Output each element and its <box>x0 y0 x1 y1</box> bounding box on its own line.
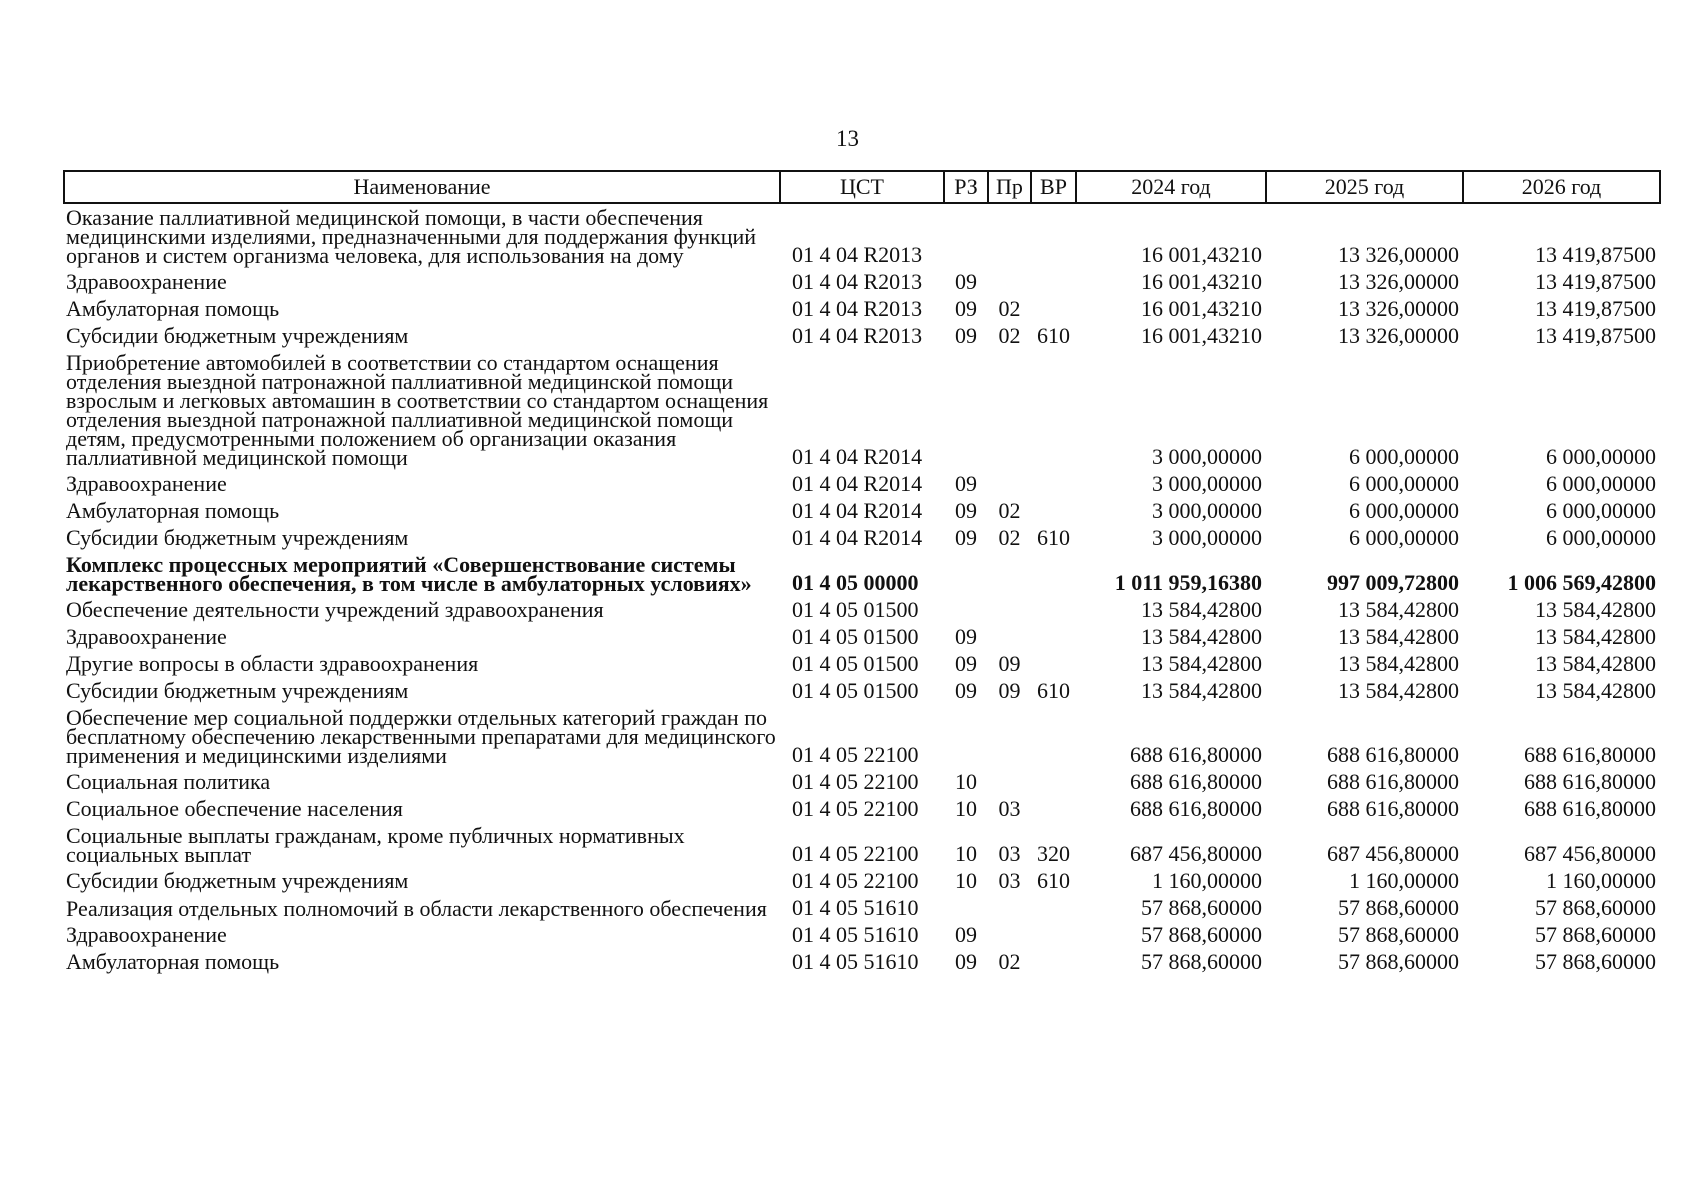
row-2026: 13 419,87500 <box>1535 296 1656 321</box>
row-name: Социальные выплаты гражданам, кроме публичных нормативных социальных выплат <box>66 823 685 867</box>
row-name: Приобретение автомобилей в соответствии со стандартом оснащения отделения выездной патронажной паллиативной медицинской помощи взрослым и легковых автомашин в соответствии со стандартом оснащения отделения выездной патронажной паллиативной медицинской помощи детям, предусмотренными положением об организации оказания паллиативной медицинской помощи <box>66 350 769 470</box>
row-2024: 13 584,42800 <box>1141 651 1262 676</box>
table-row <box>64 650 1660 677</box>
row-2025: 13 326,00000 <box>1338 323 1459 348</box>
budget-table <box>63 170 1661 975</box>
row-vr <box>1031 921 1076 948</box>
table-body <box>64 203 1660 975</box>
row-2026: 13 419,87500 <box>1535 269 1656 294</box>
row-name: Комплекс процессных мероприятий «Совершенствование системы лекарственного обеспечения, в том числе в амбулаторных условиях» <box>66 552 752 596</box>
row-2025: 997 009,72800 <box>1327 570 1459 595</box>
row-2024: 13 584,42800 <box>1141 678 1262 703</box>
row-2026: 13 419,87500 <box>1535 323 1656 348</box>
row-vr <box>1031 650 1076 677</box>
row-name: Здравоохранение <box>66 922 227 947</box>
row-rz <box>944 551 988 596</box>
row-cst: 01 4 05 01500 <box>792 651 919 676</box>
row-2026: 13 419,87500 <box>1535 242 1656 267</box>
row-cst: 01 4 05 22100 <box>792 742 919 767</box>
row-rz: 09 <box>955 651 977 676</box>
row-2025: 13 326,00000 <box>1338 269 1459 294</box>
row-vr: 610 <box>1037 525 1070 550</box>
table-row <box>64 867 1660 894</box>
row-vr <box>1031 268 1076 295</box>
row-vr: 610 <box>1037 678 1070 703</box>
row-vr <box>1031 948 1076 975</box>
row-name: Субсидии бюджетным учреждениям <box>66 525 409 550</box>
row-2026: 688 616,80000 <box>1524 742 1656 767</box>
table-row <box>64 268 1660 295</box>
row-2025: 13 326,00000 <box>1338 296 1459 321</box>
row-2024: 3 000,00000 <box>1152 471 1262 496</box>
row-name: Субсидии бюджетным учреждениям <box>66 678 409 703</box>
row-cst: 01 4 05 01500 <box>792 624 919 649</box>
row-cst: 01 4 04 R2013 <box>792 323 923 348</box>
header-rz: РЗ <box>944 171 988 203</box>
row-2024: 1 160,00000 <box>1152 868 1262 893</box>
header-2026: 2026 год <box>1463 171 1660 203</box>
table-row <box>64 677 1660 704</box>
row-vr <box>1031 596 1076 623</box>
row-2025: 57 868,60000 <box>1338 949 1459 974</box>
row-cst: 01 4 05 22100 <box>792 841 919 866</box>
row-vr <box>1031 623 1076 650</box>
row-cst: 01 4 04 R2014 <box>792 525 923 550</box>
row-vr <box>1031 704 1076 768</box>
row-2025: 57 868,60000 <box>1338 922 1459 947</box>
row-cst: 01 4 05 51610 <box>792 949 919 974</box>
row-2024: 13 584,42800 <box>1141 624 1262 649</box>
row-name: Оказание паллиативной медицинской помощи, в части обеспечения медицинскими изделиями, предназначенными для поддержания функций органов и систем организма человека, для использования на дому <box>66 205 757 268</box>
row-2024: 16 001,43210 <box>1141 323 1262 348</box>
row-2024: 3 000,00000 <box>1152 444 1262 469</box>
row-2025: 6 000,00000 <box>1349 498 1459 523</box>
row-2024: 57 868,60000 <box>1141 949 1262 974</box>
row-2026: 13 584,42800 <box>1535 678 1656 703</box>
row-name: Амбулаторная помощь <box>66 949 280 974</box>
row-2025: 1 160,00000 <box>1349 868 1459 893</box>
row-name: Обеспечение деятельности учреждений здравоохранения <box>66 597 604 622</box>
row-rz <box>944 894 988 921</box>
row-vr <box>1031 349 1076 470</box>
row-2024: 1 011 959,16380 <box>1114 570 1262 595</box>
table-row <box>64 704 1660 768</box>
row-cst: 01 4 05 01500 <box>792 678 919 703</box>
row-2026: 1 006 569,42800 <box>1507 570 1656 595</box>
table-row <box>64 295 1660 322</box>
row-rz: 09 <box>955 471 977 496</box>
row-pr <box>988 268 1031 295</box>
row-rz: 10 <box>955 796 977 821</box>
table-row <box>64 497 1660 524</box>
table-row <box>64 524 1660 551</box>
row-pr: 02 <box>998 323 1021 348</box>
row-pr: 02 <box>998 498 1021 523</box>
row-cst: 01 4 05 22100 <box>792 868 919 893</box>
row-2025: 13 584,42800 <box>1338 651 1459 676</box>
row-cst: 01 4 04 R2013 <box>792 296 923 321</box>
row-vr <box>1031 497 1076 524</box>
row-2024: 687 456,80000 <box>1130 841 1262 866</box>
row-vr <box>1031 203 1076 268</box>
table-row <box>64 894 1660 921</box>
row-cst: 01 4 05 51610 <box>792 922 919 947</box>
row-2025: 13 584,42800 <box>1338 624 1459 649</box>
row-cst: 01 4 05 22100 <box>792 796 919 821</box>
row-2026: 57 868,60000 <box>1535 895 1656 920</box>
row-pr <box>988 203 1031 268</box>
header-vr: ВР <box>1031 171 1076 203</box>
row-2024: 16 001,43210 <box>1141 242 1262 267</box>
row-name: Обеспечение мер социальной поддержки отдельных категорий граждан по бесплатному обеспечению лекарственными препаратами для медицинского применения и медицинскими изделиями <box>66 705 776 768</box>
row-2026: 6 000,00000 <box>1546 525 1656 550</box>
table-row <box>64 768 1660 795</box>
row-rz: 10 <box>955 841 977 866</box>
row-2025: 688 616,80000 <box>1327 742 1459 767</box>
row-vr <box>1031 894 1076 921</box>
row-pr: 02 <box>998 949 1021 974</box>
row-rz: 09 <box>955 922 977 947</box>
row-2026: 6 000,00000 <box>1546 444 1656 469</box>
row-name: Другие вопросы в области здравоохранения <box>66 651 479 676</box>
row-rz: 09 <box>955 525 977 550</box>
row-pr <box>988 623 1031 650</box>
row-2024: 16 001,43210 <box>1141 296 1262 321</box>
row-rz: 10 <box>955 769 977 794</box>
row-cst: 01 4 05 01500 <box>792 597 919 622</box>
row-2024: 57 868,60000 <box>1141 922 1262 947</box>
row-2026: 13 584,42800 <box>1535 651 1656 676</box>
row-pr <box>988 704 1031 768</box>
row-rz: 09 <box>955 323 977 348</box>
row-rz: 09 <box>955 949 977 974</box>
row-2025: 6 000,00000 <box>1349 444 1459 469</box>
table-row <box>64 551 1660 596</box>
table-row <box>64 322 1660 349</box>
row-rz: 09 <box>955 624 977 649</box>
row-rz: 09 <box>955 498 977 523</box>
row-2025: 688 616,80000 <box>1327 769 1459 794</box>
header-name: Наименование <box>64 171 780 203</box>
row-name: Социальная политика <box>66 769 271 794</box>
row-name: Амбулаторная помощь <box>66 296 280 321</box>
row-2026: 57 868,60000 <box>1535 922 1656 947</box>
table-header-row <box>64 171 1660 203</box>
row-name: Реализация отдельных полномочий в области лекарственного обеспечения <box>66 896 767 921</box>
row-vr <box>1031 295 1076 322</box>
table-row <box>64 623 1660 650</box>
row-2025: 6 000,00000 <box>1349 471 1459 496</box>
row-pr: 03 <box>998 868 1021 893</box>
row-cst: 01 4 04 R2013 <box>792 269 923 294</box>
row-pr <box>988 921 1031 948</box>
row-2025: 13 584,42800 <box>1338 678 1459 703</box>
row-cst: 01 4 05 22100 <box>792 769 919 794</box>
row-rz: 09 <box>955 269 977 294</box>
row-cst: 01 4 05 00000 <box>792 570 919 595</box>
row-2024: 13 584,42800 <box>1141 597 1262 622</box>
row-rz: 09 <box>955 678 977 703</box>
row-rz: 09 <box>955 296 977 321</box>
table-row <box>64 470 1660 497</box>
table-row <box>64 795 1660 822</box>
row-vr <box>1031 768 1076 795</box>
table-row <box>64 822 1660 867</box>
row-pr <box>988 551 1031 596</box>
row-cst: 01 4 05 51610 <box>792 895 919 920</box>
row-pr <box>988 349 1031 470</box>
row-name: Здравоохранение <box>66 624 227 649</box>
table-row <box>64 596 1660 623</box>
row-vr <box>1031 551 1076 596</box>
row-name: Субсидии бюджетным учреждениям <box>66 868 409 893</box>
row-2024: 688 616,80000 <box>1130 742 1262 767</box>
row-2024: 3 000,00000 <box>1152 525 1262 550</box>
row-name: Социальное обеспечение населения <box>66 796 403 821</box>
row-vr <box>1031 470 1076 497</box>
row-2026: 688 616,80000 <box>1524 769 1656 794</box>
row-cst: 01 4 04 R2014 <box>792 471 923 496</box>
row-2025: 6 000,00000 <box>1349 525 1459 550</box>
row-vr: 320 <box>1037 841 1070 866</box>
row-2026: 6 000,00000 <box>1546 498 1656 523</box>
row-pr: 03 <box>998 841 1021 866</box>
row-rz <box>944 704 988 768</box>
row-rz <box>944 596 988 623</box>
header-2025: 2025 год <box>1266 171 1463 203</box>
row-rz <box>944 349 988 470</box>
page-number: 13 <box>836 126 859 151</box>
row-cst: 01 4 04 R2014 <box>792 498 923 523</box>
row-2026: 688 616,80000 <box>1524 796 1656 821</box>
row-name: Здравоохранение <box>66 269 227 294</box>
row-vr: 610 <box>1037 868 1070 893</box>
row-2026: 57 868,60000 <box>1535 949 1656 974</box>
row-rz <box>944 203 988 268</box>
header-2024: 2024 год <box>1076 171 1266 203</box>
row-name: Амбулаторная помощь <box>66 498 280 523</box>
table-row <box>64 921 1660 948</box>
row-pr: 03 <box>998 796 1021 821</box>
table-row <box>64 203 1660 268</box>
table-row <box>64 349 1660 470</box>
row-name: Здравоохранение <box>66 471 227 496</box>
row-pr: 09 <box>998 651 1021 676</box>
row-cst: 01 4 04 R2014 <box>792 444 923 469</box>
row-cst: 01 4 04 R2013 <box>792 242 923 267</box>
row-2026: 13 584,42800 <box>1535 624 1656 649</box>
header-pr: Пр <box>988 171 1031 203</box>
row-pr: 02 <box>998 525 1021 550</box>
row-pr <box>988 596 1031 623</box>
row-pr: 02 <box>998 296 1021 321</box>
row-2025: 687 456,80000 <box>1327 841 1459 866</box>
row-name: Субсидии бюджетным учреждениям <box>66 323 409 348</box>
row-2024: 3 000,00000 <box>1152 498 1262 523</box>
row-2026: 6 000,00000 <box>1546 471 1656 496</box>
row-2024: 57 868,60000 <box>1141 895 1262 920</box>
row-pr <box>988 470 1031 497</box>
row-2025: 13 584,42800 <box>1338 597 1459 622</box>
row-2026: 687 456,80000 <box>1524 841 1656 866</box>
header-cst: ЦСТ <box>780 171 944 203</box>
row-2024: 688 616,80000 <box>1130 796 1262 821</box>
row-2026: 1 160,00000 <box>1546 868 1656 893</box>
row-2026: 13 584,42800 <box>1535 597 1656 622</box>
row-2024: 688 616,80000 <box>1130 769 1262 794</box>
row-pr <box>988 768 1031 795</box>
row-pr <box>988 894 1031 921</box>
row-vr <box>1031 795 1076 822</box>
row-2025: 688 616,80000 <box>1327 796 1459 821</box>
row-2025: 57 868,60000 <box>1338 895 1459 920</box>
row-2024: 16 001,43210 <box>1141 269 1262 294</box>
row-rz: 10 <box>955 868 977 893</box>
table-row <box>64 948 1660 975</box>
row-vr: 610 <box>1037 323 1070 348</box>
row-2025: 13 326,00000 <box>1338 242 1459 267</box>
row-pr: 09 <box>998 678 1021 703</box>
